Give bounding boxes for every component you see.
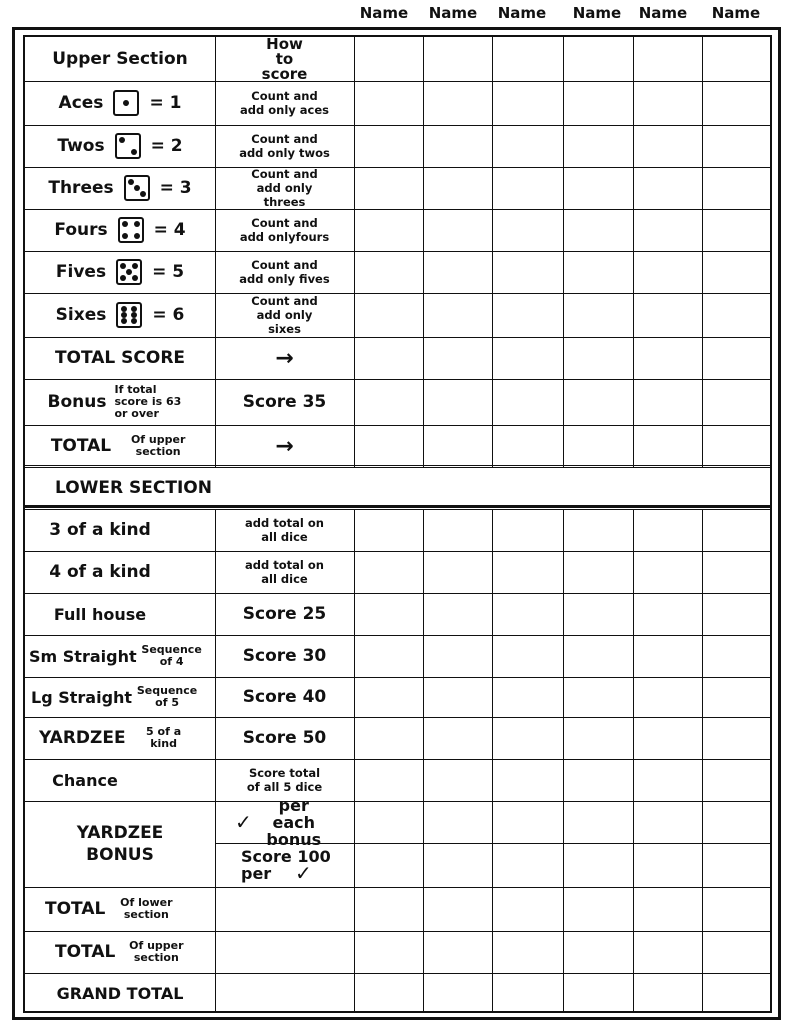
score-cell[interactable] [563, 425, 633, 467]
score-cell[interactable] [702, 167, 770, 209]
score-cell[interactable] [492, 593, 563, 635]
score-cell[interactable] [702, 425, 770, 467]
score-cell[interactable] [423, 931, 492, 973]
score-cell[interactable] [354, 887, 423, 931]
three-of-a-kind-label: 3 of a kind [49, 520, 151, 540]
upper-total-note: Of upper section [130, 433, 186, 458]
fives-label: Fives [55, 262, 107, 282]
arrow-right-icon: → [275, 345, 294, 371]
score-cell[interactable] [423, 37, 492, 81]
score-cell[interactable] [423, 125, 492, 167]
score-cell[interactable] [423, 973, 492, 1013]
score-cell[interactable] [563, 717, 633, 759]
score-cell[interactable] [563, 931, 633, 973]
die-four-icon [118, 217, 144, 243]
score-cell[interactable] [423, 209, 492, 251]
score-cell[interactable] [354, 801, 423, 843]
score-cell[interactable] [702, 887, 770, 931]
score-cell[interactable] [702, 759, 770, 801]
row-fives-label [25, 251, 215, 293]
threes-value: = 3 [159, 178, 192, 198]
upper-total-2-label: TOTAL [55, 942, 116, 962]
score-cell[interactable] [423, 635, 492, 677]
aces-how: Count and add only aces [240, 89, 329, 117]
score-cell[interactable] [633, 593, 702, 635]
score-cell[interactable] [702, 293, 770, 337]
upper-total-label: TOTAL [50, 436, 112, 456]
row-aces-label [25, 81, 215, 125]
lg-straight-how: Score 40 [242, 687, 327, 707]
score-cell[interactable] [492, 209, 563, 251]
score-cell[interactable] [423, 293, 492, 337]
score-cell[interactable] [563, 551, 633, 593]
score-cell[interactable] [492, 759, 563, 801]
score-cell[interactable] [492, 801, 563, 843]
score-cell[interactable] [633, 973, 702, 1013]
upper-total-2-note: Of upper section [129, 939, 184, 964]
score-cell[interactable] [354, 677, 423, 717]
row-divider [25, 467, 770, 468]
twos-value: = 2 [150, 136, 183, 156]
score-cell[interactable] [423, 337, 492, 379]
four-of-a-kind-how: add total on all dice [245, 558, 324, 586]
score-cell[interactable] [492, 931, 563, 973]
player-name-5[interactable]: Name [638, 4, 688, 22]
section-divider [25, 505, 770, 508]
player-name-2[interactable]: Name [428, 4, 478, 22]
score-cell[interactable] [563, 37, 633, 81]
score-cell[interactable] [354, 209, 423, 251]
score-cell[interactable] [633, 251, 702, 293]
lower-total-note: Of lower section [120, 896, 173, 921]
score-cell[interactable] [633, 887, 702, 931]
score-cell[interactable] [423, 677, 492, 717]
score-cell[interactable] [354, 635, 423, 677]
score-cell[interactable] [354, 81, 423, 125]
score-cell[interactable] [563, 759, 633, 801]
sm-straight-label: Sm Straight [29, 646, 137, 666]
score-cell[interactable] [633, 801, 702, 843]
score-cell[interactable] [633, 717, 702, 759]
score-cell[interactable] [423, 843, 492, 887]
twos-how: Count and add only twos [239, 132, 330, 160]
score-cell[interactable] [354, 717, 423, 759]
score-cell[interactable] [633, 167, 702, 209]
yardzee-label-cell [25, 717, 215, 759]
score-cell[interactable] [563, 209, 633, 251]
yardzee-label: YARDZEE [39, 728, 126, 748]
score-cell[interactable] [492, 509, 563, 551]
sm-straight-label-cell [25, 635, 215, 677]
checkmark-icon: ✓ [295, 861, 312, 885]
how-to-score-heading: How to score [261, 34, 308, 83]
yardzee-bonus-how-1 [215, 795, 354, 849]
threes-how: Count and add only threes [251, 167, 318, 209]
score-cell[interactable] [702, 593, 770, 635]
score-cell[interactable] [563, 973, 633, 1013]
threes-label: Threes [48, 178, 114, 198]
score-cell[interactable] [423, 509, 492, 551]
score-cell[interactable] [563, 635, 633, 677]
die-one-icon [113, 90, 139, 116]
score-cell[interactable] [633, 677, 702, 717]
score-cell[interactable] [633, 843, 702, 887]
score-cell[interactable] [492, 293, 563, 337]
score-cell[interactable] [354, 293, 423, 337]
score-cell[interactable] [423, 887, 492, 931]
score-cell[interactable] [633, 509, 702, 551]
upper-total-label-cell [25, 425, 215, 467]
fours-how: Count and add onlyfours [239, 216, 330, 244]
score-cell[interactable] [423, 167, 492, 209]
score-cell[interactable] [633, 125, 702, 167]
full-house-how: Score 25 [242, 604, 327, 624]
score-cell[interactable] [702, 37, 770, 81]
row-twos-label [25, 125, 215, 167]
score-cell[interactable] [563, 337, 633, 379]
score-cell[interactable] [354, 759, 423, 801]
score-cell[interactable] [423, 425, 492, 467]
score-cell[interactable] [492, 887, 563, 931]
score-cell[interactable] [354, 125, 423, 167]
score-cell[interactable] [633, 37, 702, 81]
die-three-icon [124, 175, 150, 201]
score-cell[interactable] [563, 167, 633, 209]
score-cell[interactable] [702, 801, 770, 843]
player-name-3[interactable]: Name [497, 4, 547, 22]
score-cell[interactable] [492, 167, 563, 209]
bonus-how: Score 35 [242, 392, 327, 412]
score-cell[interactable] [563, 887, 633, 931]
row-threes-label [25, 167, 215, 209]
four-of-a-kind-label: 4 of a kind [49, 562, 151, 582]
yardzee-how: Score 50 [242, 728, 327, 748]
fours-value: = 4 [153, 220, 186, 240]
score-cell[interactable] [633, 209, 702, 251]
score-cell[interactable] [354, 931, 423, 973]
score-cell[interactable] [354, 509, 423, 551]
upper-section-title: Upper Section [52, 49, 188, 69]
chance-label: Chance [52, 770, 118, 790]
score-cell[interactable] [354, 379, 423, 425]
arrow-right-icon: → [275, 433, 294, 459]
score-cell[interactable] [563, 293, 633, 337]
aces-value: = 1 [149, 93, 182, 113]
score-cell[interactable] [702, 677, 770, 717]
score-cell[interactable] [702, 251, 770, 293]
score-cell[interactable] [563, 81, 633, 125]
score-cell[interactable] [633, 551, 702, 593]
score-cell[interactable] [702, 843, 770, 887]
player-name-4[interactable]: Name [572, 4, 622, 22]
score-cell[interactable] [492, 973, 563, 1013]
score-cell[interactable] [702, 379, 770, 425]
total-score-label: TOTAL SCORE [54, 348, 186, 368]
score-cell[interactable] [492, 251, 563, 293]
die-five-icon [116, 259, 142, 285]
fives-how: Count and add only fives [239, 258, 330, 286]
score-cell[interactable] [423, 81, 492, 125]
die-six-icon [116, 302, 142, 328]
score-cell[interactable] [563, 125, 633, 167]
lg-straight-note: Sequence of 5 [136, 684, 198, 709]
score-cell[interactable] [702, 125, 770, 167]
score-cell[interactable] [633, 337, 702, 379]
score-cell[interactable] [702, 81, 770, 125]
sixes-value: = 6 [152, 305, 185, 325]
score-cell[interactable] [423, 251, 492, 293]
yardzee-bonus-how-1-text: per each bonus [266, 795, 322, 849]
yardzee-note: 5 of a kind [146, 725, 182, 750]
score-cell[interactable] [423, 551, 492, 593]
lower-total-label-cell [25, 887, 215, 931]
fives-value: = 5 [152, 262, 185, 282]
checkmark-icon: ✓ [235, 810, 252, 834]
score-cell[interactable] [563, 843, 633, 887]
score-cell[interactable] [492, 425, 563, 467]
score-cell[interactable] [423, 801, 492, 843]
score-cell[interactable] [354, 425, 423, 467]
player-name-1[interactable]: Name [359, 4, 409, 22]
score-cell[interactable] [492, 717, 563, 759]
yardzee-bonus-label: YARDZEE BONUS [76, 823, 164, 865]
score-cell[interactable] [702, 931, 770, 973]
score-cell[interactable] [702, 209, 770, 251]
score-cell[interactable] [492, 551, 563, 593]
lg-straight-label-cell [25, 677, 215, 717]
score-cell[interactable] [423, 593, 492, 635]
column-divider [215, 37, 216, 467]
score-cell[interactable] [633, 931, 702, 973]
sm-straight-note: Sequence of 4 [141, 643, 202, 668]
score-cell[interactable] [354, 973, 423, 1013]
score-cell[interactable] [354, 551, 423, 593]
three-of-a-kind-how: add total on all dice [245, 516, 324, 544]
column-divider [215, 509, 216, 1013]
score-cell[interactable] [702, 337, 770, 379]
bonus-label: Bonus [47, 392, 107, 412]
score-cell[interactable] [354, 251, 423, 293]
score-cell[interactable] [633, 425, 702, 467]
score-cell[interactable] [354, 37, 423, 81]
score-cell[interactable] [423, 379, 492, 425]
row-sixes-label [25, 293, 215, 337]
score-cell[interactable] [492, 379, 563, 425]
score-cell[interactable] [633, 759, 702, 801]
grand-total-label: GRAND TOTAL [56, 983, 184, 1003]
score-cell[interactable] [633, 293, 702, 337]
sixes-how: Count and add only sixes [251, 294, 318, 336]
score-cell[interactable] [492, 677, 563, 717]
score-cell[interactable] [563, 379, 633, 425]
score-cell[interactable] [633, 379, 702, 425]
score-cell[interactable] [563, 251, 633, 293]
yardzee-bonus-how-2 [215, 843, 354, 887]
score-cell[interactable] [423, 759, 492, 801]
score-grid [23, 35, 772, 1013]
twos-label: Twos [57, 136, 105, 156]
score-cell[interactable] [633, 635, 702, 677]
score-cell[interactable] [702, 635, 770, 677]
score-cell[interactable] [492, 37, 563, 81]
lower-total-label: TOTAL [45, 899, 106, 919]
player-name-6[interactable]: Name [711, 4, 761, 22]
bonus-note: If total score is 63 or over [114, 383, 182, 420]
score-cell[interactable] [423, 717, 492, 759]
score-cell[interactable] [702, 509, 770, 551]
fours-label: Fours [54, 220, 108, 240]
score-cell[interactable] [354, 167, 423, 209]
score-sheet-frame [12, 27, 781, 1020]
yardzee-bonus-how-2-text: Score 100 per [241, 847, 331, 883]
die-two-icon [115, 133, 141, 159]
score-cell[interactable] [633, 81, 702, 125]
player-names-header [0, 4, 794, 28]
score-cell[interactable] [702, 717, 770, 759]
score-cell[interactable] [563, 677, 633, 717]
score-cell[interactable] [354, 843, 423, 887]
bonus-label-cell [25, 379, 215, 425]
aces-label: Aces [58, 93, 104, 113]
sixes-label: Sixes [55, 305, 107, 325]
full-house-label: Full house [53, 604, 147, 624]
score-cell[interactable] [354, 337, 423, 379]
score-cell[interactable] [702, 551, 770, 593]
lg-straight-label: Lg Straight [31, 687, 133, 707]
chance-how: Score total of all 5 dice [246, 766, 323, 794]
score-cell[interactable] [354, 593, 423, 635]
sm-straight-how: Score 30 [242, 646, 327, 666]
lower-section-title: LOWER SECTION [55, 478, 212, 498]
upper-total-2-label-cell [25, 931, 215, 973]
score-cell[interactable] [492, 843, 563, 887]
score-cell[interactable] [563, 509, 633, 551]
row-fours-label [25, 209, 215, 251]
score-cell[interactable] [492, 81, 563, 125]
score-cell[interactable] [492, 125, 563, 167]
score-cell[interactable] [492, 635, 563, 677]
score-cell[interactable] [563, 593, 633, 635]
score-cell[interactable] [702, 973, 770, 1013]
score-cell[interactable] [563, 801, 633, 843]
score-cell[interactable] [492, 337, 563, 379]
